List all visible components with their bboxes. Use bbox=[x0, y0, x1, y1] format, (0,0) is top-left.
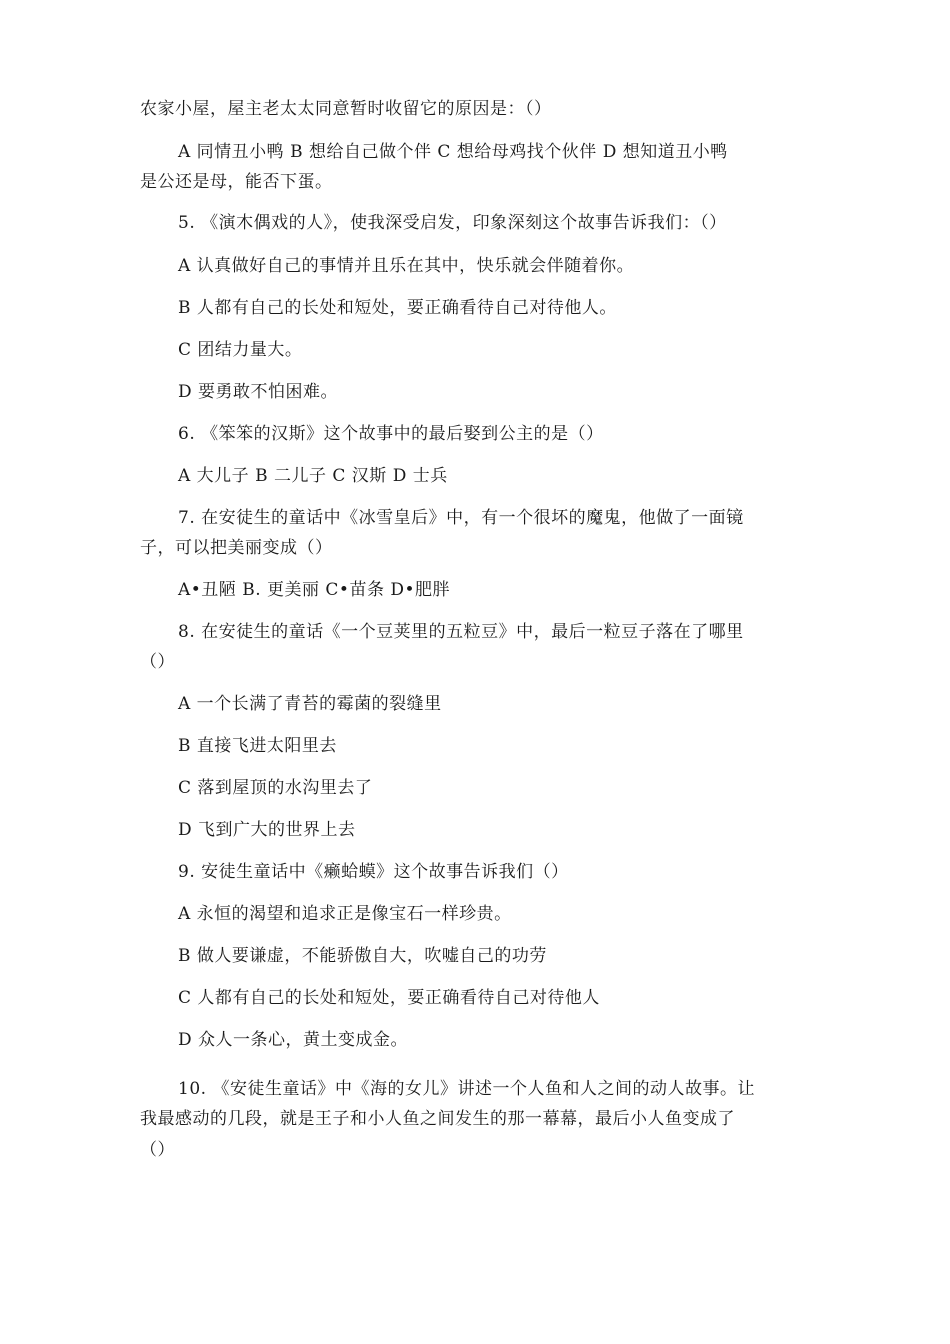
q9-option-c: C 人都有自己的长处和短处，要正确看待自己对待他人 bbox=[178, 988, 600, 1008]
q4-stem-line: 农家小屋，屋主老太太同意暂时收留它的原因是：（） bbox=[140, 99, 552, 119]
q6-question: 6. 《笨笨的汉斯》这个故事中的最后娶到公主的是（） bbox=[178, 424, 604, 444]
q10-question-line1: 10. 《安徒生童话》中《海的女儿》讲述一个人鱼和人之间的动人故事。让 bbox=[178, 1079, 755, 1099]
q8-question-line2: （） bbox=[140, 652, 175, 672]
q8-option-a: A 一个长满了青苔的霉菌的裂缝里 bbox=[178, 694, 442, 714]
q8-option-d: D 飞到广大的世界上去 bbox=[178, 820, 356, 840]
q5-option-c: C 团结力量大。 bbox=[178, 340, 303, 360]
q8-option-c: C 落到屋顶的水沟里去了 bbox=[178, 778, 373, 798]
q10-question-line2: 我最感动的几段，就是王子和小人鱼之间发生的那一幕幕，最后小人鱼变成了 bbox=[140, 1109, 735, 1129]
q8-question-line1: 8. 在安徒生的童话《一个豆荚里的五粒豆》中，最后一粒豆子落在了哪里 bbox=[178, 622, 744, 642]
q7-question-line2: 子，可以把美丽变成（） bbox=[140, 538, 333, 558]
q10-question-line3: （） bbox=[140, 1140, 175, 1160]
q9-option-d: D 众人一条心，黄土变成金。 bbox=[178, 1030, 409, 1050]
q9-option-a: A 永恒的渴望和追求正是像宝石一样珍贵。 bbox=[178, 904, 512, 924]
q8-option-b: B 直接飞进太阳里去 bbox=[178, 736, 337, 756]
q5-option-b: B 人都有自己的长处和短处，要正确看待自己对待他人。 bbox=[178, 298, 617, 318]
q4-options-continuation: 是公还是母，能否下蛋。 bbox=[140, 172, 333, 192]
q9-option-b: B 做人要谦虚，不能骄傲自大，吹嘘自己的功劳 bbox=[178, 946, 547, 966]
q5-option-a: A 认真做好自己的事情并且乐在其中，快乐就会伴随着你。 bbox=[178, 256, 635, 276]
q9-question: 9. 安徒生童话中《癞蛤蟆》这个故事告诉我们（） bbox=[178, 862, 569, 882]
q5-option-d: D 要勇敢不怕困难。 bbox=[178, 382, 339, 402]
q4-options-line: A 同情丑小鸭 B 想给自己做个伴 C 想给母鸡找个伙伴 D 想知道丑小鸭 bbox=[178, 142, 728, 162]
q5-question: 5. 《演木偶戏的人》，使我深受启发，印象深刻这个故事告诉我们：（） bbox=[178, 213, 727, 233]
q7-options: A•丑陋 B. 更美丽 C•苗条 D•肥胖 bbox=[178, 580, 451, 600]
q6-options: A 大儿子 B 二儿子 C 汉斯 D 士兵 bbox=[178, 466, 448, 486]
q7-question-line1: 7. 在安徒生的童话中《冰雪皇后》中，有一个很坏的魔鬼，他做了一面镜 bbox=[178, 508, 744, 528]
